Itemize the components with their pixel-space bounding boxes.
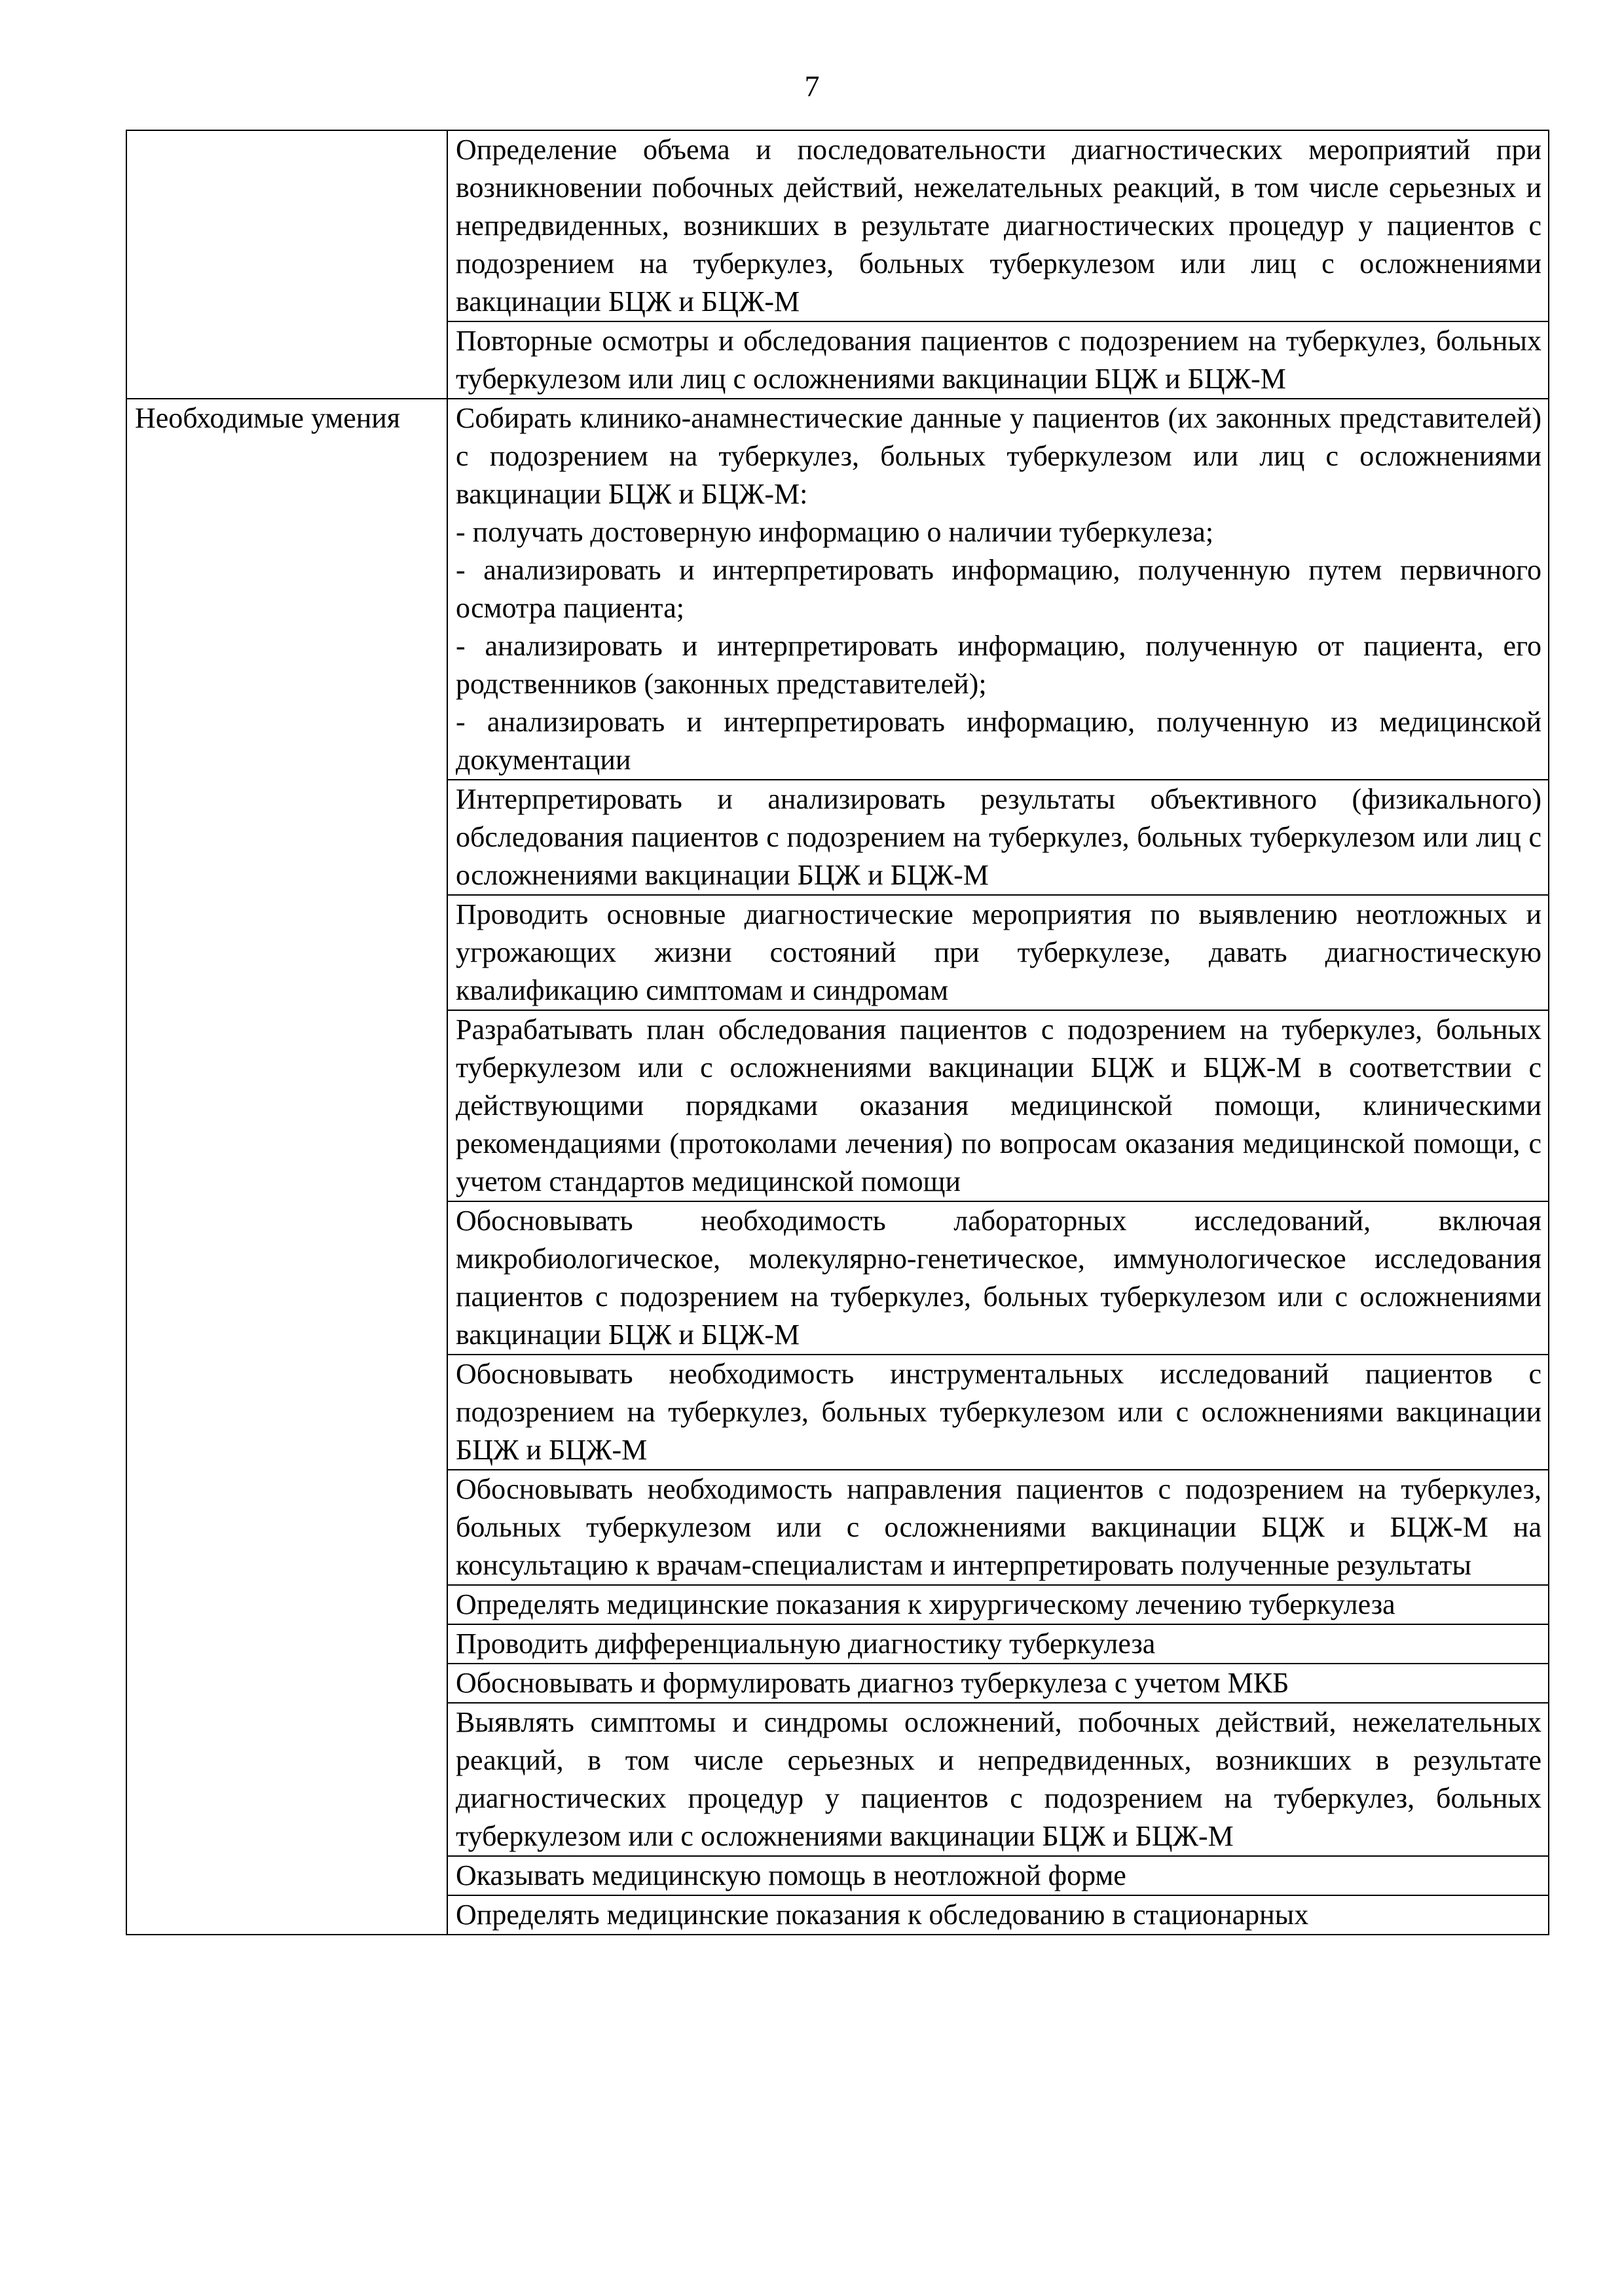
table-cell: Проводить основные диагностические мероприятия по выявлению неотложных и угрожающих жизни состояний при туберкулезе, давать диагностическую квалификацию симптомам и синдромам: [447, 895, 1549, 1010]
cell-paragraph: Собирать клинико-анамнестические данные у пациентов (их законных представителей) с подозрением на туберкулез, больных туберкулезом или лиц с осложнениями вакцинации БЦЖ и БЦЖ-М:: [456, 402, 1541, 510]
table-cell: Определять медицинские показания к хирургическому лечению туберкулеза: [447, 1585, 1549, 1624]
requirements-table: [126, 130, 1549, 1935]
cell-list-item: - анализировать и интерпретировать информацию, полученную из медицинской документации: [456, 706, 1541, 776]
section-label-empty: [126, 130, 447, 399]
cell-list-item: - анализировать и интерпретировать информацию, полученную от пациента, его родственников (законных представителей);: [456, 630, 1541, 700]
table-cell: Обосновывать необходимость инструментальных исследований пациентов с подозрением на туберкулез, больных туберкулезом или с осложнениями вакцинации БЦЖ и БЦЖ-М: [447, 1355, 1549, 1470]
table-cell: Выявлять симптомы и синдромы осложнений, побочных действий, нежелательных реакций, в том числе серьезных и непредвиденных, возникших в результате диагностических процедур у пациентов с подозрением на туберкулез, больных туберкулезом или с осложнениями вакцинации БЦЖ и БЦЖ-М: [447, 1703, 1549, 1856]
table-cell: Определять медицинские показания к обследованию в стационарных: [447, 1895, 1549, 1935]
cell-list-item: - анализировать и интерпретировать информацию, полученную путем первичного осмотра пациента;: [456, 554, 1541, 624]
table-cell: Разрабатывать план обследования пациентов с подозрением на туберкулез, больных туберкулезом или с осложнениями вакцинации БЦЖ и БЦЖ-М в соответствии с действующими порядками оказания медицинской помощи, клиническими рекомендациями (протоколами лечения) по вопросам оказания медицинской помощи, с учетом стандартов медицинской помощи: [447, 1010, 1549, 1201]
table-cell: Обосновывать необходимость направления пациентов с подозрением на туберкулез, больных туберкулезом или с осложнениями вакцинации БЦЖ и БЦЖ-М на консультацию к врачам-специалистам и интерпретировать полученные результаты: [447, 1470, 1549, 1585]
cell-list-item: - получать достоверную информацию о наличии туберкулеза;: [456, 516, 1214, 548]
page-number: 7: [804, 69, 820, 103]
table-cell: Интерпретировать и анализировать результаты объективного (физикального) обследования пациентов с подозрением на туберкулез, больных туберкулезом или лиц с осложнениями вакцинации БЦЖ и БЦЖ-М: [447, 780, 1549, 895]
table-cell: Определение объема и последовательности диагностических мероприятий при возникновении побочных действий, нежелательных реакций, в том числе серьезных и непредвиденных, возникших в результате диагностических процедур у пациентов с подозрением на туберкулез, больных туберкулезом или лиц с осложнениями вакцинации БЦЖ и БЦЖ-М: [447, 130, 1549, 321]
table-cell: Обосновывать и формулировать диагноз туберкулеза с учетом МКБ: [447, 1664, 1549, 1703]
section-label-skills: Необходимые умения: [126, 399, 447, 1935]
table-cell: Повторные осмотры и обследования пациентов с подозрением на туберкулез, больных туберкулезом или лиц с осложнениями вакцинации БЦЖ и БЦЖ-М: [447, 321, 1549, 399]
table-row: [126, 399, 1549, 780]
table-row: [126, 130, 1549, 321]
table-cell: Обосновывать необходимость лабораторных исследований, включая микробиологическое, молекулярно-генетическое, иммунологическое исследования пациентов с подозрением на туберкулез, больных туберкулезом или с осложнениями вакцинации БЦЖ и БЦЖ-М: [447, 1201, 1549, 1355]
table-cell: Оказывать медицинскую помощь в неотложной форме: [447, 1856, 1549, 1895]
table-cell: [447, 399, 1549, 780]
table-cell: Проводить дифференциальную диагностику туберкулеза: [447, 1624, 1549, 1664]
